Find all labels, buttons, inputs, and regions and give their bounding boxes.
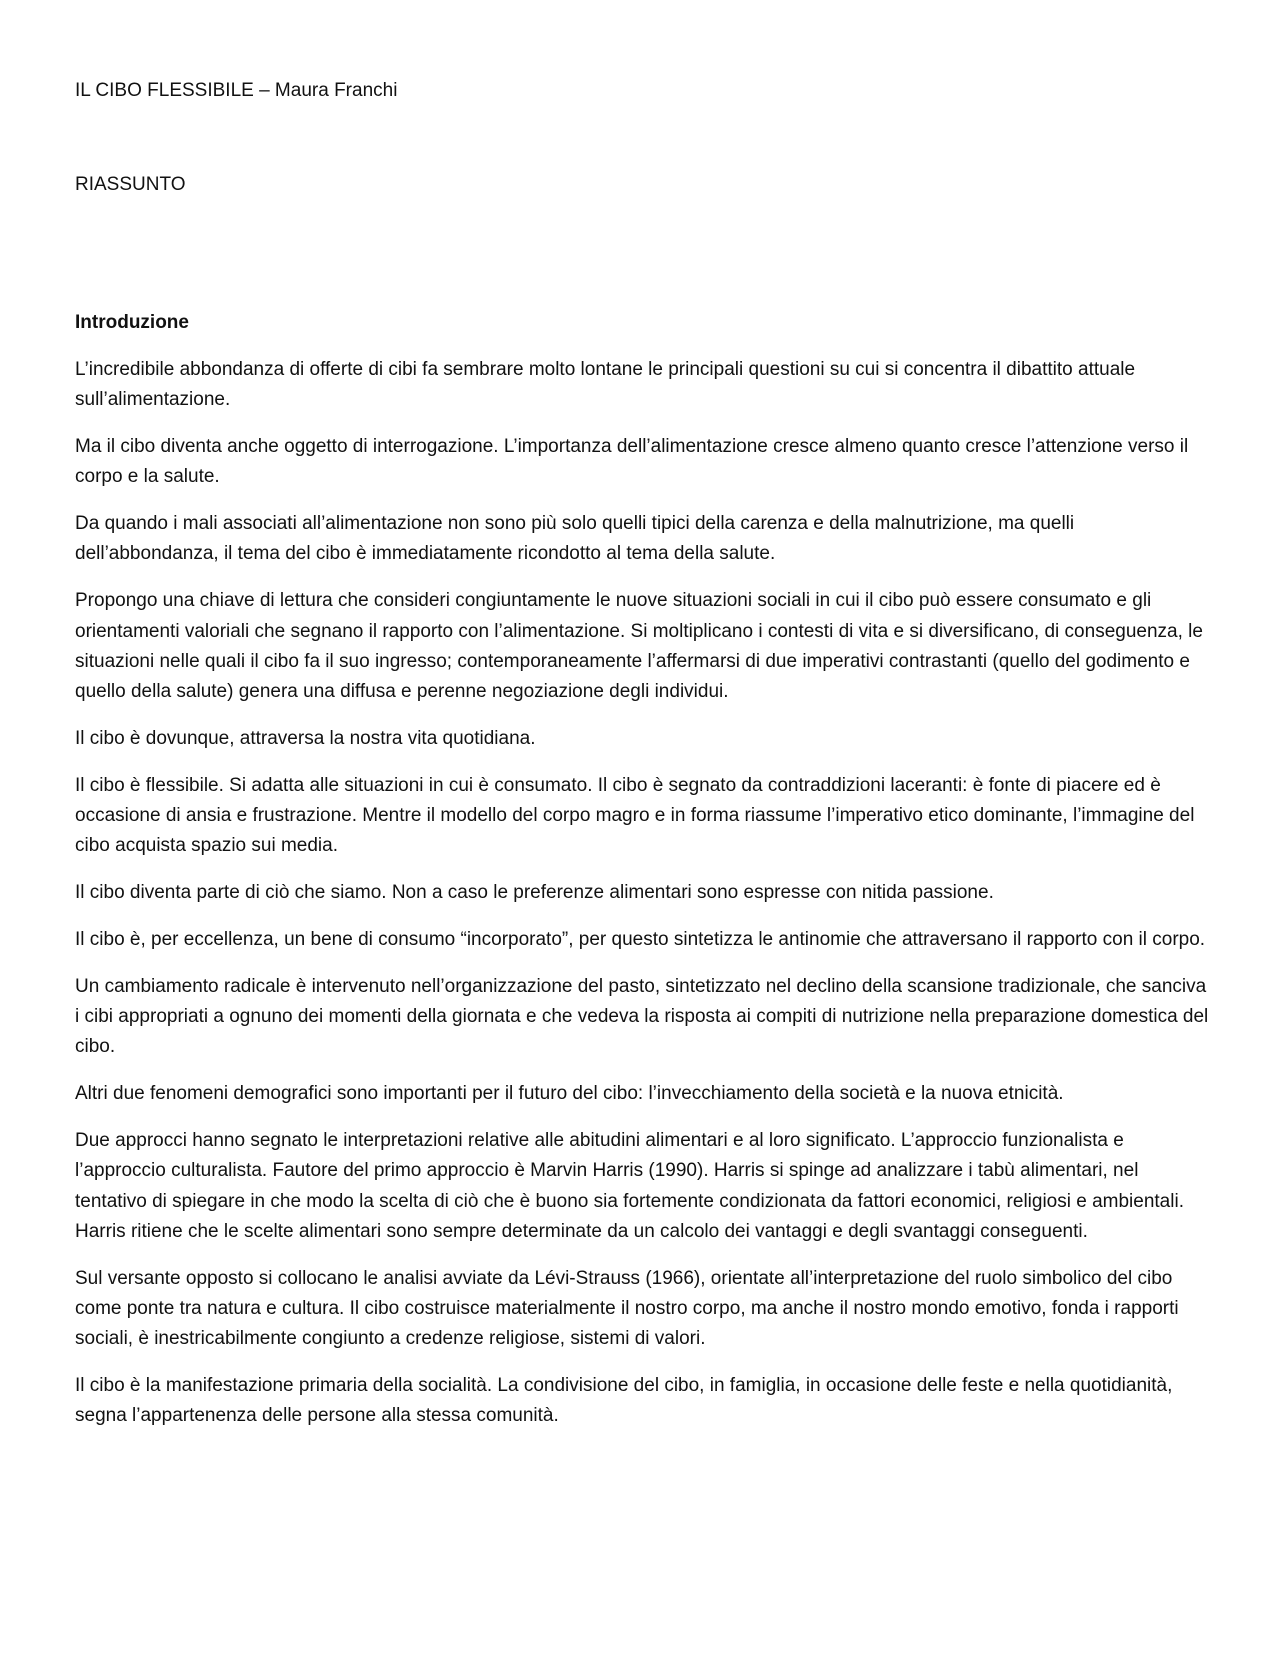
paragraph-12: Sul versante opposto si collocano le analisi avviate da Lévi-Strauss (1966), orientate all’interpretazione del ruolo simbolico del cibo come ponte tra natura e cultura. Il cibo costruisce materialmente il nostro corpo, ma anche il nostro mondo emotivo, fonda i rapporti sociali, è inestricabilmente congiunto a credenze religiose, sistemi di valori. xyxy=(75,1267,1179,1350)
paragraph-3: Da quando i mali associati all’alimentazione non sono più solo quelli tipici della carenza e della malnutrizione, ma quelli dell’abbondanza, il tema del cibo è immediatamente ricondotto al tema della salute. xyxy=(75,513,1075,565)
document-subtitle: RIASSUNTO xyxy=(75,174,186,195)
paragraph-7: Il cibo diventa parte di ciò che siamo. Non a caso le preferenze alimentari sono espresse con nitida passione. xyxy=(75,882,994,904)
paragraph-6: Il cibo è flessibile. Si adatta alle situazioni in cui è consumato. Il cibo è segnato da contraddizioni laceranti: è fonte di piacere ed è occasione di ansia e frustrazione. Mentre il modello del corpo magro e in forma riassume l’imperativo etico dominante, l’immagine del cibo acquista spazio sui media. xyxy=(75,774,1195,857)
paragraph-2: Ma il cibo diventa anche oggetto di interrogazione. L’importanza dell’alimentazione cresce almeno quanto cresce l’attenzione verso il corpo e la salute. xyxy=(75,436,1189,488)
paragraph-8: Il cibo è, per eccellenza, un bene di consumo “incorporato”, per questo sintetizza le antinomie che attraversano il rapporto con il corpo. xyxy=(75,928,1206,950)
paragraph-4: Propongo una chiave di lettura che consideri congiuntamente le nuove situazioni sociali in cui il cibo può essere consumato e gli orientamenti valoriali che segnano il rapporto con l’alimentazione. Si moltiplicano i contesti di vita e si diversificano, di conseguenza, le situazioni nelle quali il cibo fa il suo ingresso; contemporaneamente l’affermarsi di due imperativi contrastanti (quello del godimento e quello della salute) genera una diffusa e perenne negoziazione degli individui. xyxy=(75,590,1203,703)
document-title: IL CIBO FLESSIBILE – Maura Franchi xyxy=(75,80,398,101)
section-heading: Introduzione xyxy=(75,312,189,333)
paragraph-10: Altri due fenomeni demografici sono importanti per il futuro del cibo: l’invecchiamento della società e la nuova etnicità. xyxy=(75,1083,1064,1105)
paragraph-11: Due approcci hanno segnato le interpretazioni relative alle abitudini alimentari e al loro significato. L’approccio funzionalista e l’approccio culturalista. Fautore del primo approccio è Marvin Harris (1990). Harris si spinge ad analizzare i tabù alimentari, nel tentativo di spiegare in che modo la scelta di ciò che è buono sia fortemente condizionata da fattori economici, religiosi e ambientali. Harris ritiene che le scelte alimentari sono sempre determinate da un calcolo dei vantaggi e degli svantaggi conseguenti. xyxy=(75,1129,1184,1242)
document-body xyxy=(75,308,1210,1448)
paragraph-9: Un cambiamento radicale è intervenuto nell’organizzazione del pasto, sintetizzato nel declino della scansione tradizionale, che sanciva i cibi appropriati a ognuno dei momenti della giornata e che vedeva la risposta ai compiti di nutrizione nella preparazione domestica del cibo. xyxy=(75,975,1209,1058)
paragraph-13: Il cibo è la manifestazione primaria della socialità. La condivisione del cibo, in famiglia, in occasione delle feste e nella quotidianità, segna l’appartenenza delle persone alla stessa comunità. xyxy=(75,1375,1173,1427)
paragraph-1: L’incredibile abbondanza di offerte di cibi fa sembrare molto lontane le principali questioni su cui si concentra il dibattito attuale sull’alimentazione. xyxy=(75,359,1136,411)
paragraph-5: Il cibo è dovunque, attraversa la nostra vita quotidiana. xyxy=(75,727,536,749)
